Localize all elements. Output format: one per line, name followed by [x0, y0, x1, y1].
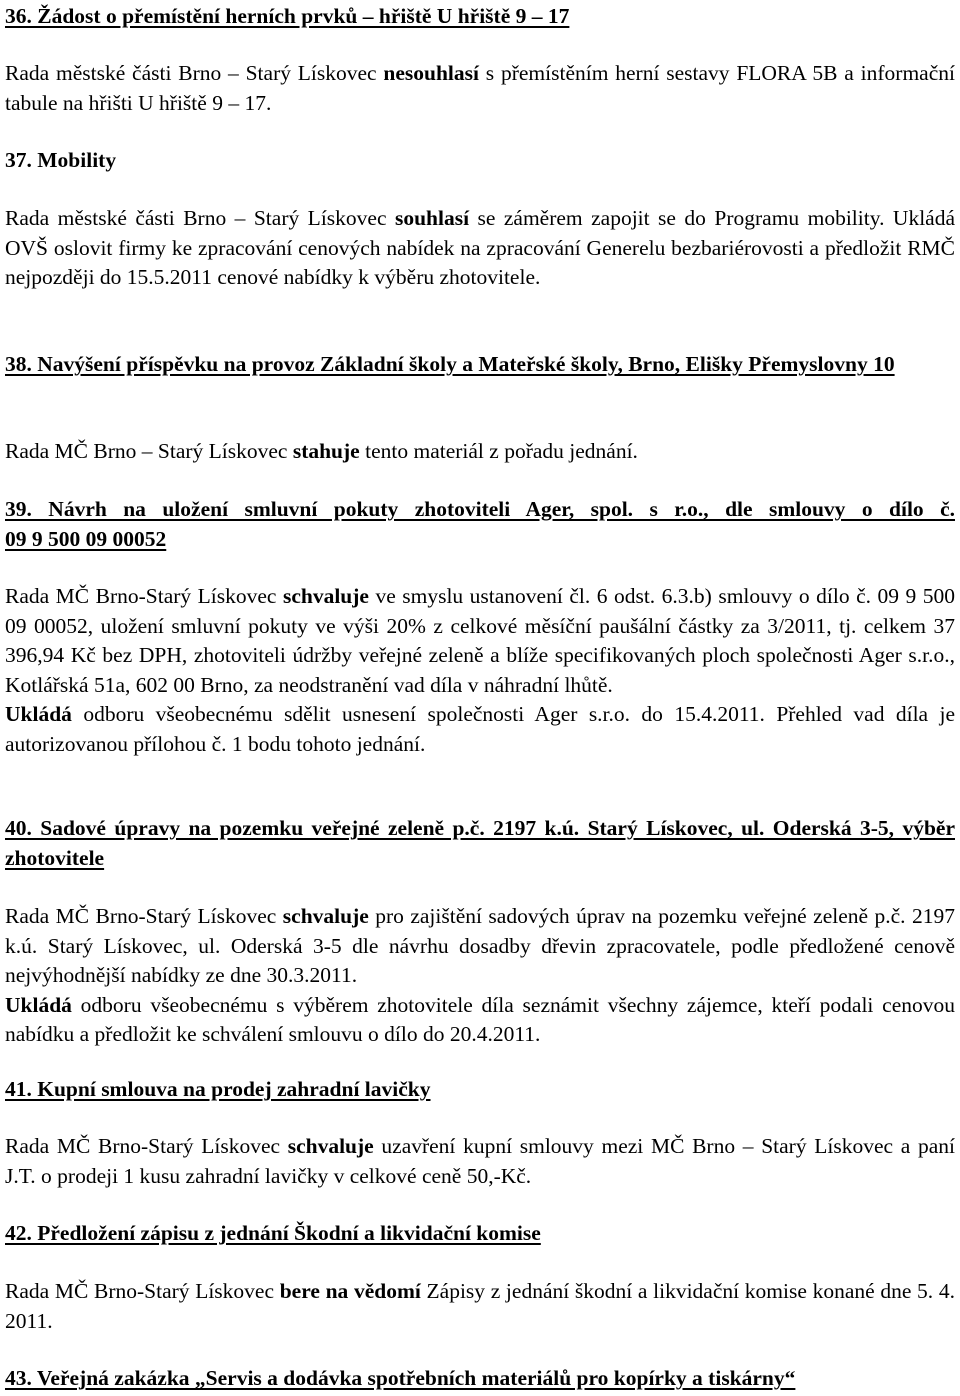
section-39 — [5, 495, 955, 554]
section-heading: 36. Žádost o přemístění herních prvků – hřiště U hřiště 9 – 17 — [5, 4, 570, 28]
section-heading: 39. Návrh na uložení smluvní pokuty zhotoviteli Ager, spol. s r.o., dle smlouvy o dílo č. — [5, 497, 955, 521]
task-paragraph: Ukládá odboru všeobecnému sdělit usnesení společnosti Ager s.r.o. do 15.4.2011. Přehled vad díla je autorizovanou přílohou č. 1 bodu tohoto jednání. — [5, 702, 955, 756]
section-42 — [5, 1219, 955, 1249]
section-heading: 42. Předložení zápisu z jednání Škodní a likvidační komise — [5, 1221, 541, 1245]
section-37 — [5, 146, 955, 176]
section-38-body — [5, 437, 955, 467]
section-36 — [5, 2, 955, 32]
section-42-body — [5, 1277, 955, 1336]
task-paragraph: Ukládá odboru všeobecnému s výběrem zhotovitele díla seznámit všechny zájemce, kteří podali cenovou nabídku a předložit ke schválení smlouvu o dílo do 20.4.2011. — [5, 992, 955, 1046]
resolution-paragraph: Rada MČ Brno – Starý Lískovec stahuje tento materiál z pořadu jednání. — [5, 439, 638, 463]
section-heading: 40. Sadové úpravy na pozemku veřejné zeleně p.č. 2197 k.ú. Starý Lískovec, ul. Oderská 3-5, výběr zhotovitele — [5, 816, 955, 870]
section-heading: 38. Navýšení příspěvku na provoz Základní školy a Mateřské školy, Brno, Elišky Přemyslovny 10 — [5, 352, 895, 376]
section-39-body — [5, 582, 955, 759]
section-37-body — [5, 204, 955, 293]
resolution-paragraph: Rada městské části Brno – Starý Lískovec nesouhlasí s přemístěním herní sestavy FLORA 5B a informační tabule na hřišti U hřiště 9 – 17. — [5, 61, 955, 115]
resolution-paragraph: Rada MČ Brno-Starý Lískovec bere na vědomí Zápisy z jednání škodní a likvidační komise konané dne 5. 4. 2011. — [5, 1279, 955, 1333]
resolution-paragraph: Rada městské části Brno – Starý Lískovec souhlasí se záměrem zapojit se do Programu mobility. Ukládá OVŠ oslovit firmy ke zpracování cenových nabídek na zpracování Generelu bezbariérovosti a předložit RMČ nejpozději do 15.5.2011 cenové nabídky k výběru zhotovitele. — [5, 206, 955, 289]
section-heading: 41. Kupní smlouva na prodej zahradní lavičky — [5, 1077, 431, 1101]
section-40-body — [5, 902, 955, 1050]
section-heading: 43. Veřejná zakázka „Servis a dodávka spotřebních materiálů pro kopírky a tiskárny“ — [5, 1366, 796, 1390]
section-40 — [5, 814, 955, 873]
section-41 — [5, 1075, 955, 1105]
resolution-paragraph: Rada MČ Brno-Starý Lískovec schvaluje ve smyslu ustanovení čl. 6 odst. 6.3.b) smlouvy o dílo č. 09 9 500 09 00052, uložení smluvní pokuty ve výši 20% z celkové měsíční paušální částky za 3/2011, tj. celkem 37 396,94 Kč bez DPH, zhotoviteli údržby veřejné zeleně a blíže specifikovaných ploch společnosti Ager s.r.o., Kotlářská 51a, 602 00 Brno, za neodstranění vad díla v náhradní lhůtě. — [5, 584, 955, 697]
section-43 — [5, 1364, 955, 1394]
section-heading: 37. Mobility — [5, 148, 117, 172]
section-36-body — [5, 59, 955, 118]
section-heading-contract-number: 09 9 500 09 00052 — [5, 526, 167, 551]
resolution-paragraph: Rada MČ Brno-Starý Lískovec schvaluje pro zajištění sadových úprav na pozemku veřejné zeleně p.č. 2197 k.ú. Starý Lískovec, ul. Oderská 3-5 dle návrhu dosadby dřevin zpracovatele, podle předložené cenově nejvýhodnější nabídky ze dne 30.3.2011. — [5, 904, 955, 987]
resolution-paragraph: Rada MČ Brno-Starý Lískovec schvaluje uzavření kupní smlouvy mezi MČ Brno – Starý Lískovec a paní J.T. o prodeji 1 kusu zahradní lavičky v celkové ceně 50,-Kč. — [5, 1134, 955, 1188]
section-38 — [5, 350, 955, 380]
section-41-body — [5, 1132, 955, 1191]
